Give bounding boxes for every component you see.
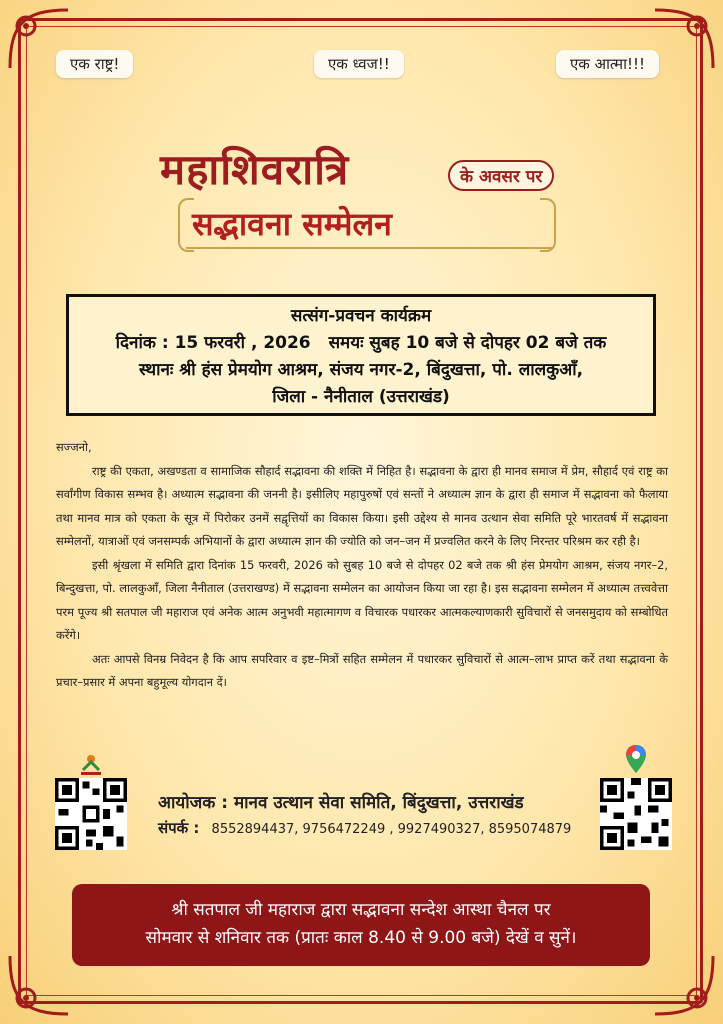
- corner-ornament: [649, 4, 719, 74]
- body-paragraph: अतः आपसे विनम्र निवेदन है कि आप सपरिवार व इष्ट–मित्रों सहित सम्मेलन में पधारकर सुविचारों से आत्म–लाभ प्राप्त करें तथा सद्भावना के प्रचार–प्रसार में अपना बहुमूल्य योगदान दें।: [56, 651, 668, 689]
- body-paragraph: राष्ट्र की एकता, अखण्डता व सामाजिक सौहार्द सद्भावना की शक्ति में निहित है। सद्भावना के द्वारा ही मानव समाज में प्रेम, सौहार्द एवं राष्ट्र का सर्वांगीण विकास सम्भव है। अध्यात्म सद्भावना की जननी है। इसीलिए महापुरुषों एवं सन्तों ने अध्यात्म ज्ञान के द्वारा ही समाज में सद्भावना को फैलाया तथा मानव मात्र को एकता के सूत्र में पिरोकर उनमें सद्वृत्तियों का विकास किया। इसी उद्देश्य से मानव उत्थान सेवा समिति पूरे भारतवर्ष में सद्भावना सम्मेलनों, यात्राओं एवं जनसम्पर्क अभियानों के द्वारा अध्यात्म ज्ञान की ज्योति को जन–जन में प्रज्वलित करने के लिए निरन्तर परिश्रम कर रही है।: [56, 463, 668, 548]
- slogan-nation: एक राष्ट्र!: [56, 50, 133, 78]
- organizer-text: आयोजक : मानव उत्थान सेवा समिति, बिंदुखत्ता, उत्तराखंड: [158, 793, 524, 813]
- body-paragraph: इसी श्रृंखला में समिति द्वारा दिनांक 15 फरवरी, 2026 को सुबह 10 बजे से दोपहर 02 बजे तक श्री हंस प्रेमयोग आश्रम, संजय नगर–2, बिन्दुखत्ता, पो. लालकुआँ, जिला नैनीताल (उत्तराखण्ड) में सद्भावना सम्मेलन का आयोजन किया जा रहा है। इस सद्भावना सम्मेलन में अध्यात्म तत्त्ववेत्ता परम पूज्य श्री सतपाल जी महाराज एवं अनेक आत्म अनुभवी महात्मागण व विचारक पधारकर आत्मकल्याणकारी सुविचारों से जनसमुदाय को सम्बोधित करेंगे।: [56, 557, 668, 642]
- contact-numbers: 8552894437, 9756472249 , 9927490327, 8595074879: [211, 822, 572, 837]
- title-underline: [186, 247, 552, 249]
- program-date-time: [69, 330, 653, 353]
- contact-info: [158, 818, 571, 838]
- contact-label: संपर्क :: [158, 819, 200, 837]
- program-venue-line1: स्थानः श्री हंस प्रेमयोग आश्रम, संजय नगर-2, बिंदुखत्ता, पो. लालकुआँ,: [138, 360, 584, 380]
- corner-ornament: [649, 950, 719, 1020]
- slogan-soul: एक आत्मा!!!: [556, 50, 659, 78]
- banner-line: श्री सतपाल जी महाराज द्वारा सद्भावना सन्देश आस्था चैनल पर: [171, 900, 551, 920]
- program-date: दिनांक : 15 फरवरी , 2026: [115, 333, 311, 353]
- title-ornament: [540, 198, 556, 252]
- program-name: सत्संग-प्रवचन कार्यक्रम: [290, 306, 432, 326]
- banner-line: सोमवार से शनिवार तक (प्रातः काल 8.40 से 9.00 बजे) देखें व सुनें।: [145, 928, 577, 948]
- event-subtitle: सद्भावना सम्मेलन: [192, 205, 392, 243]
- program-details-box: [66, 294, 656, 416]
- qr-code-icon[interactable]: [55, 778, 127, 850]
- program-venue-line2: जिला - नैनीताल (उत्तराखंड): [272, 387, 450, 407]
- organization-logo-icon: [78, 750, 104, 776]
- occasion-badge: के अवसर पर: [448, 160, 554, 191]
- broadcast-banner: [72, 884, 650, 966]
- slogan-flag: एक ध्वज!!: [314, 50, 404, 78]
- map-pin-icon: [626, 745, 646, 773]
- event-title: महाशिवरात्रि: [160, 145, 350, 194]
- program-time: समयः सुबह 10 बजे से दोपहर 02 बजे तक: [328, 333, 607, 353]
- greeting: सज्जनो,: [56, 440, 92, 454]
- location-qr-code-icon[interactable]: [600, 778, 672, 850]
- corner-ornament: [4, 950, 74, 1020]
- invitation-body: [56, 436, 668, 695]
